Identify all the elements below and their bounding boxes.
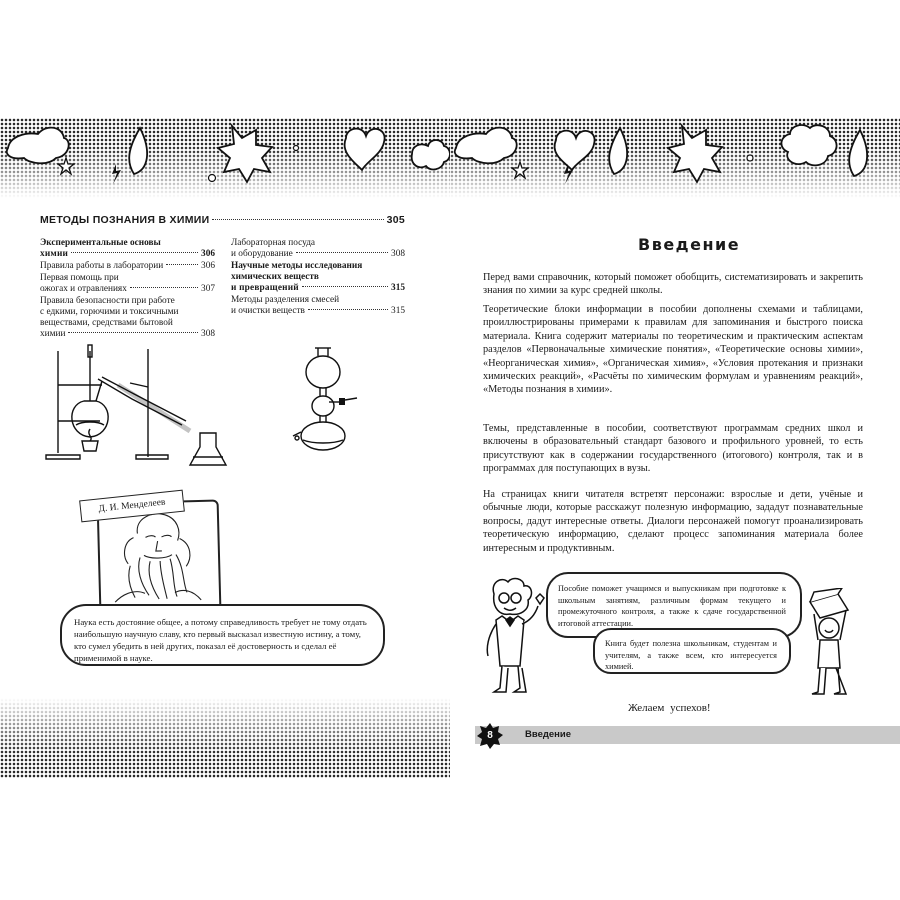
dot-leader	[308, 309, 388, 310]
toc-entry	[231, 261, 405, 294]
toc-entry-line: химических веществ	[231, 272, 319, 282]
dot-leader	[212, 219, 383, 220]
closing-wish: Желаем успехов!	[628, 702, 711, 714]
toc-entry-title: химии	[40, 249, 69, 259]
toc-entry-line: Научные методы исследования	[231, 261, 363, 271]
toc-entry	[40, 238, 215, 260]
toc-section-heading	[40, 214, 405, 226]
toc-entry-line: Правила безопасности при работе	[40, 296, 175, 306]
toc-entry-title: ожогах и отравлениях	[40, 284, 127, 294]
distillation-apparatus-illustration	[40, 343, 230, 468]
toc-entry-page: 307	[201, 284, 215, 294]
toc-entry-title: и превращений	[231, 283, 299, 293]
dot-leader	[166, 264, 198, 265]
decorative-header-shapes	[0, 118, 450, 198]
toc-column-2	[231, 238, 405, 318]
right-page	[450, 118, 900, 778]
child-speech-text: Книга будет полезна школьникам, студентам и учителям, а также всем, кто интересуется химией.	[605, 639, 777, 671]
intro-paragraph-4: На страницах книги читателя встретят персонажи: взрослые и дети, учёные и обычные люди, которые расскажут полезную информацию, зададут познавательные вопросы, дадут интересные ответы. Диалоги персонажей помогут проанализировать теоретическую информацию, сделают процесс запоминания материала более интересным и продуктивным.	[483, 489, 863, 554]
separatory-flask-illustration	[285, 346, 365, 464]
portrait-name-tag: Д. И. Менделеев	[79, 490, 185, 523]
toc-entry-line: Первая помощь при	[40, 273, 119, 283]
toc-entry-page: 308	[201, 329, 215, 339]
toc-entry-title: и очистки веществ	[231, 306, 305, 316]
toc-column-1	[40, 238, 215, 341]
toc-entry-line: Экспериментальные основы	[40, 238, 161, 248]
toc-entry-title: Правила работы в лаборатории	[40, 261, 164, 271]
halftone-footer-pattern	[0, 698, 450, 778]
toc-entry-line: Методы разделения смесей	[231, 295, 340, 305]
page-title: Введение	[638, 235, 741, 254]
toc-entry-line: веществами, средствами бытовой	[40, 318, 173, 328]
left-page	[0, 118, 450, 778]
mendeleev-quote-text: Наука есть достояние общее, а потому справедливость требует не тому отдать наибольшую научную славу, кто первый высказал известную истину, а тому, кто сумел убедить в ней других, показал её достоверность и сделал её применимой в науке.	[74, 617, 367, 663]
toc-section-page: 305	[386, 214, 405, 226]
toc-entry	[231, 295, 405, 317]
child-character-illustration	[802, 588, 857, 698]
professor-speech-text: Пособие поможет учащимся и выпускникам при подготовке к школьным занятиям, различным формам текущего и промежуточного контроля, а также к сдаче государственной итоговой аттестации.	[558, 584, 786, 628]
dot-leader	[130, 287, 198, 288]
dot-leader	[71, 252, 198, 253]
toc-entry-line: Лабораторная посуда	[231, 238, 316, 248]
toc-entry-page: 306	[201, 261, 215, 271]
dot-leader	[302, 286, 388, 287]
intro-paragraph-1: Перед вами справочник, который поможет обобщить, систематизировать и закрепить знания по химии за курс средней школы.	[483, 272, 863, 297]
toc-entry-title: химии	[40, 329, 66, 339]
footer-section-label: Введение	[525, 729, 572, 740]
toc-entry	[40, 261, 215, 272]
toc-entry-page: 306	[201, 249, 215, 259]
toc-entry	[231, 238, 405, 260]
decorative-header-shapes	[450, 118, 900, 198]
dot-leader	[68, 332, 198, 333]
toc-entry	[40, 296, 215, 340]
toc-entry	[40, 273, 215, 295]
intro-paragraph-2: Теоретические блоки информации в пособии дополнены схемами и таблицами, проиллюстрированы примерами к правилам для запоминания и быстрого поиска материала. Книга содержит материалы по теоретическим и практическим аспектам разделов «Первоначальные химические понятия», «Теоретические основы химии», «Неорганическая химия», «Органическая химия», «Условия протекания и признаки химических реакций», «Расчёты по химическим формулам и уравнениям реакций», «Методы познания в химии».	[483, 304, 863, 396]
mendeleev-quote-bubble	[60, 604, 385, 666]
toc-entry-page: 308	[391, 249, 405, 259]
toc-entry-page: 315	[391, 306, 405, 316]
professor-character-illustration	[480, 576, 555, 696]
page-number: 8	[487, 730, 493, 741]
toc-section-title: МЕТОДЫ ПОЗНАНИЯ В ХИМИИ	[40, 214, 210, 226]
toc-entry-page: 315	[391, 283, 405, 293]
intro-paragraph-3: Темы, представленные в пособии, соответствуют программам средних школ и включены в образовательный стандарт базового и профильного уровней, то есть присутствуют как в содержании государственного (итогового) контроля, так и в программах для поступающих в вузы.	[483, 423, 863, 475]
toc-entry-title: и оборудование	[231, 249, 293, 259]
dot-leader	[296, 252, 388, 253]
child-speech-bubble	[593, 628, 791, 674]
toc-entry-line: с едкими, горючими и токсичными	[40, 307, 179, 317]
